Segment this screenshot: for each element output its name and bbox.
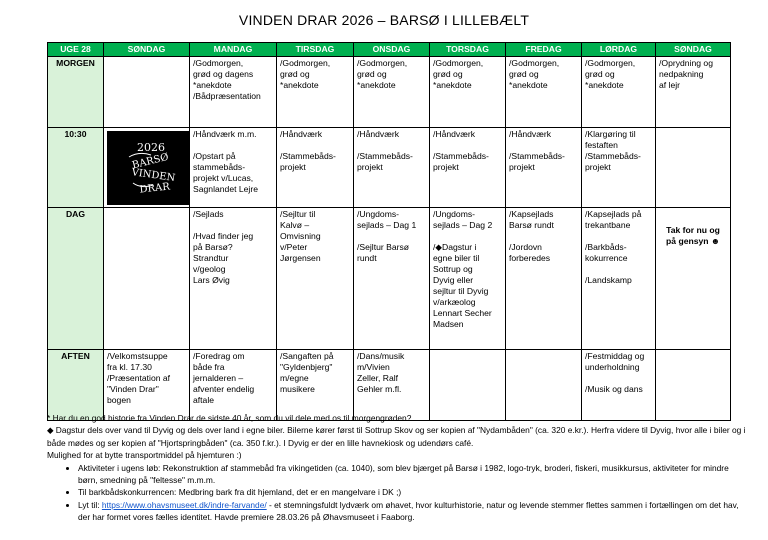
row-label: DAG bbox=[48, 208, 104, 350]
schedule-cell bbox=[506, 350, 582, 421]
header-day: SØNDAG bbox=[104, 43, 190, 57]
footnotes bbox=[47, 412, 747, 524]
table-row bbox=[48, 208, 731, 350]
schedule-table bbox=[47, 42, 731, 421]
header-day: LØRDAG bbox=[582, 43, 656, 57]
schedule-cell bbox=[104, 208, 190, 350]
schedule-cell bbox=[104, 57, 190, 128]
table-row bbox=[48, 128, 731, 208]
table-header-row bbox=[48, 43, 731, 57]
schedule-cell: /Ungdoms- sejlads – Dag 1 /Sejltur Barsø rundt bbox=[354, 208, 430, 350]
ohavsmuseet-link[interactable]: https://www.ohavsmuseet.dk/indre-farvande/ bbox=[101, 499, 267, 510]
header-day: TIRSDAG bbox=[277, 43, 354, 57]
table-row bbox=[48, 350, 731, 421]
schedule-cell: /Sangaften på "Gyldenbjerg" m/egne musikere bbox=[277, 350, 354, 421]
schedule-cell: /Ungdoms- sejlads – Dag 2 /◆Dagstur i egne biler til Sottrup og Dyvig eller sejltur til Dyvig v/arkæolog Lennart Secher Madsen bbox=[430, 208, 506, 350]
farewell-cell: Tak for nu og på gensyn ☻ bbox=[656, 208, 731, 350]
schedule-cell: /Godmorgen, grød og *anekdote bbox=[506, 57, 582, 128]
schedule-cell: /Kapsejlads Barsø rundt /Jordovn forberedes bbox=[506, 208, 582, 350]
schedule-cell: /Klargøring til festaften /Stammebåds- projekt bbox=[582, 128, 656, 208]
header-day: SØNDAG bbox=[656, 43, 731, 57]
listen-prefix: Lyt til: bbox=[78, 499, 102, 510]
logo-word-drar: DRAR bbox=[139, 181, 171, 196]
schedule-cell: /Håndværk /Stammebåds- projekt bbox=[277, 128, 354, 208]
header-day: ONSDAG bbox=[354, 43, 430, 57]
schedule-cell: /Foredrag om både fra jernalderen – afventer endelig aftale bbox=[190, 350, 277, 421]
schedule-cell: /Sejltur til Kalvø – Omvisning v/Peter Jørgensen bbox=[277, 208, 354, 350]
listen-description: - et stemningsfuldt lydværk om øhavet, hvor kulturhistorie, natur og levende stemmer flettes sammen i fortællingen om det hav, der har formet vores fælles identitet. Havde premiere 28.03.26 på Øhavsmuseet i Faaborg. bbox=[78, 499, 739, 523]
schedule-cell: /Håndværk /Stammebåds- projekt bbox=[430, 128, 506, 208]
row-label: MORGEN bbox=[48, 57, 104, 128]
schedule-cell: /Sejlads /Hvad finder jeg på Barsø? Strandtur v/geolog Lars Øvig bbox=[190, 208, 277, 350]
schedule-cell: /Godmorgen, grød og *anekdote bbox=[354, 57, 430, 128]
schedule-cell: /Oprydning og nedpakning af lejr bbox=[656, 57, 731, 128]
vinden-drar-logo bbox=[107, 131, 190, 205]
footnote-star: * Har du en god historie fra Vinden Drar de sidste 40 år, som du vil dele med os til morgengrøden? bbox=[47, 413, 412, 423]
schedule-cell: /Håndværk /Stammebåds- projekt bbox=[354, 128, 430, 208]
list-item: • Aktiviteter i ugens løb: Rekonstruktion af stammebåd fra vikingetiden (ca. 1040), som blev bjærget på Barsø i 1982, logo-tryk, broderi, fiskeri, musikkursus, aktiviteter for mindre børn, smedning på "feltesse" m.m.m. bbox=[78, 462, 747, 487]
logo-year: 2026 bbox=[137, 141, 165, 154]
list-item: • Til barkbådskonkurrencen: Medbring bark fra dit hjemland, det er en mangelvare i DK ;) bbox=[78, 486, 747, 498]
logo-cell bbox=[104, 128, 190, 208]
logo-place: BARSØ bbox=[131, 151, 170, 172]
logo-word-vinden: VINDEN bbox=[130, 167, 176, 185]
footnote-transport: Mulighed for at bytte transportmiddel på hjemturen :) bbox=[47, 450, 242, 461]
schedule-cell: /Godmorgen, grød og *anekdote bbox=[277, 57, 354, 128]
list-item bbox=[78, 499, 747, 524]
schedule-cell bbox=[656, 128, 731, 208]
bullet-list bbox=[47, 462, 747, 524]
row-label: 10:30 bbox=[48, 128, 104, 208]
schedule-cell: /Håndværk m.m. /Opstart på stammebåds- projekt v/Lucas, Sagnlandet Lejre bbox=[190, 128, 277, 208]
schedule-cell: /Velkomstsuppe fra kl. 17.30 /Præsentation af "Vinden Drar" bogen bbox=[104, 350, 190, 421]
page-title: VINDEN DRAR 2026 – BARSØ I LILLEBÆLT bbox=[238, 12, 530, 28]
footnote-diamond: ◆ Dagstur dels over vand til Dyvig og dels over land i egne biler. Bilerne kører først til Sottrup Skov og ser kopien af "Nydambåden" (ca. 320 e.kr.). Herfra videre til Dyvig, hvor alle i biler og i både mødes og ser kopien af "Hjortspringbåden" (ca. 350 f.kr.). I Dyvig er der en lille havnekiosk og udendørs café. bbox=[47, 425, 746, 448]
schedule-cell: /Godmorgen, grød og dagens *anekdote /Bådpræsentation bbox=[190, 57, 277, 128]
header-day: TORSDAG bbox=[430, 43, 506, 57]
header-week: UGE 28 bbox=[48, 43, 104, 57]
header-day: MANDAG bbox=[190, 43, 277, 57]
schedule-cell bbox=[430, 350, 506, 421]
schedule-cell: /Håndværk /Stammebåds- projekt bbox=[506, 128, 582, 208]
schedule-cell: /Godmorgen, grød og *anekdote bbox=[582, 57, 656, 128]
schedule-cell bbox=[656, 350, 731, 421]
schedule-cell: /Dans/musik m/Vivien Zeller, Ralf Gehler m.fl. bbox=[354, 350, 430, 421]
header-day: FREDAG bbox=[506, 43, 582, 57]
schedule-cell: /Festmiddag og underholdning /Musik og dans bbox=[582, 350, 656, 421]
table-row bbox=[48, 57, 731, 128]
row-label: AFTEN bbox=[48, 350, 104, 421]
schedule-cell: /Kapsejlads på trekantbane /Barkbåds- kokurrence /Landskamp bbox=[582, 208, 656, 350]
schedule-cell: /Godmorgen, grød og *anekdote bbox=[430, 57, 506, 128]
